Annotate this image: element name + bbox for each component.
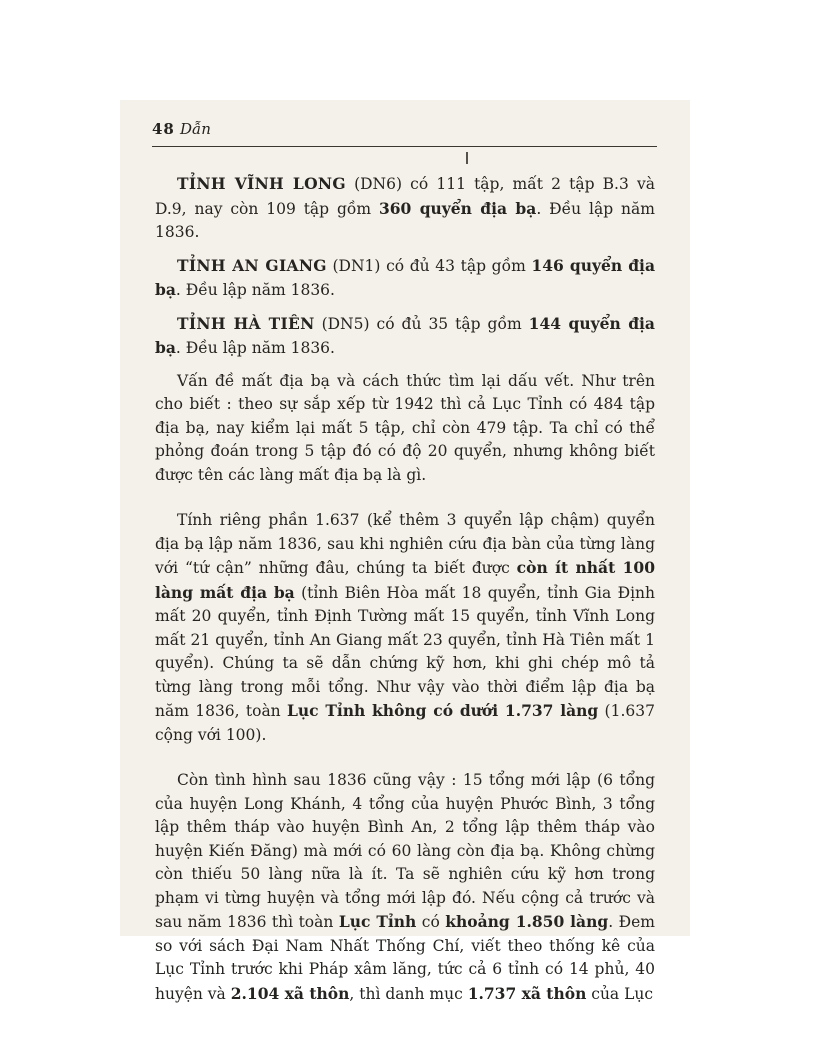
province-heading: TỈNH AN GIANG (177, 255, 327, 275)
bold-phrase: 360 quyển địa bạ (378, 198, 537, 218)
paragraph-text: (DN6) có 111 tập, mất 2 tập B.3 và D.9, nay còn 109 tập gồm (155, 175, 655, 218)
body-text (155, 172, 655, 1006)
paragraph-ha-tien (155, 312, 655, 361)
ink-mark (466, 152, 468, 164)
page-header (152, 118, 657, 142)
province-heading: TỈNH VĨNH LONG (177, 174, 346, 193)
header-rule (152, 146, 657, 147)
bold-phrase: còn ít nhất 100 làng mất địa bạ (155, 558, 655, 602)
paragraph-text: Tính riêng phần 1.637 (kể thêm 3 quyển lập chậm) quyển địa bạ lập năm 1836, sau khi nghiên cứu địa bàn của từng làng với “tứ cận” những đâu, chúng ta biết được (155, 511, 655, 577)
paragraph-text: (tỉnh Biên Hòa mất 18 quyển, tỉnh Gia Định mất 20 quyển, tỉnh Định Tường mất 15 quyển, tỉnh Vĩnh Long mất 21 quyển, tỉnh An Giang mất 23 quyển, tỉnh Hà Tiên mất 1 quyển). Chúng ta sẽ dẫn chứng kỹ hơn, khi ghi chép mô tả từng làng trong mỗi tổng. Như vậy vào thời điểm lập địa bạ năm 1836, toàn (155, 583, 656, 720)
paragraph-text: . Đều lập năm 1836. (175, 281, 335, 299)
province-heading: TỈNH HÀ TIÊN (177, 313, 315, 333)
paragraph-text: Còn tình hình sau 1836 cũng vậy : 15 tổng mới lập (6 tổng của huyện Long Khánh, 4 tổng của huyện Phước Bình, 3 tổng lập thêm tháp vào huyện Bình An, 2 tổng lập thêm tháp vào huyện Kiến Đăng) mà mới có 60 làng còn địa bạ. Không chừng còn thiếu 50 làng nữa là ít. Ta sẽ nghiên cứu kỹ hơn trong phạm vi từng huyện và tổng mới lập đó. Nếu cộng cả trước và sau năm 1836 thì toàn (155, 771, 655, 931)
bold-phrase: Lục Tỉnh (338, 912, 417, 931)
paragraph-text: có (416, 913, 446, 931)
page-number: 48 (152, 120, 175, 138)
bold-phrase: 1.737 xã thôn (467, 983, 587, 1003)
running-title: Dẫn (180, 120, 211, 138)
paragraph-text: (1.637 cộng với 100). (155, 702, 655, 744)
paragraph-text: . Đều lập năm 1836. (175, 339, 335, 357)
bold-phrase: 2.104 xã thôn (230, 983, 350, 1003)
paragraph-text: (DN5) có đủ 35 tập gồm (314, 314, 529, 333)
paragraph-text: (DN1) có đủ 43 tập gồm (326, 256, 532, 275)
bold-phrase: Lục Tỉnh không có dưới 1.737 làng (286, 701, 599, 720)
paragraph-after-1836 (155, 769, 655, 1006)
paragraph-text: Vấn đề mất địa bạ và cách thức tìm lại dấu vết. Như trên cho biết : theo sự sắp xếp từ 1942 thì cả Lục Tỉnh có 484 tập địa bạ, nay kiểm lại mất 5 tập, chỉ còn 479 tập. Ta chỉ có thể phỏng đoán trong 5 tập đó có độ 20 quyển, nhưng không biết được tên các làng mất địa bạ là gì. (155, 371, 655, 484)
bold-phrase: khoảng 1.850 làng (445, 912, 609, 931)
bold-phrase: 144 quyển địa bạ (155, 313, 655, 357)
paragraph-vinh-long (155, 172, 655, 245)
paragraph-text: . Đều lập năm 1836. (155, 199, 655, 241)
paragraph-1836-count (155, 509, 655, 747)
paragraph-an-giang (155, 254, 655, 303)
paragraph-text: . Đem so với sách Đại Nam Nhất Thống Chí, viết theo thống kê của Lục Tỉnh trước khi Pháp xâm lăng, tức cả 6 tỉnh có 14 phủ, 40 huyện và (155, 913, 655, 1003)
paragraph-lost-records (155, 370, 655, 488)
bold-phrase: 146 quyển địa bạ (155, 255, 655, 299)
paragraph-text: của Lục (586, 984, 654, 1003)
paragraph-text: , thì danh mục (349, 984, 468, 1003)
